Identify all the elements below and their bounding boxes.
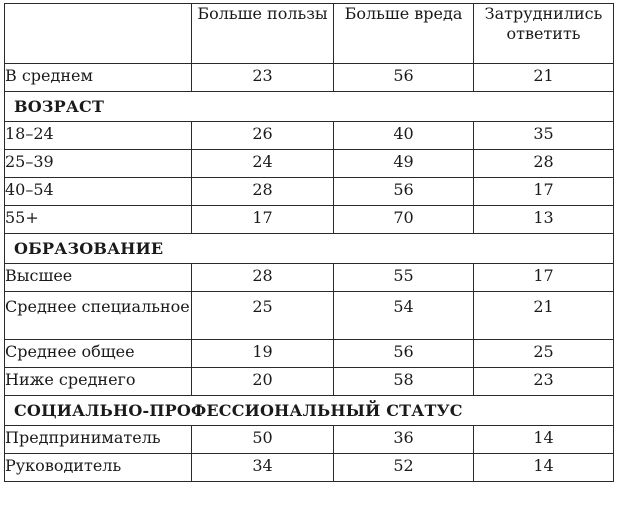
cell-more-harm: 55 [334,264,474,292]
cell-more-benefit: 20 [192,368,334,396]
row-label: Среднее общее [5,340,192,368]
table-row [5,426,614,454]
row-label: Среднее специальное [5,292,192,340]
cell-more-harm: 58 [334,368,474,396]
cell-more-benefit: 25 [192,292,334,340]
section-title: СОЦИАЛЬНО-ПРОФЕССИОНАЛЬНЫЙ СТАТУС [5,396,614,426]
header-cell-empty [5,4,192,64]
section-header-row [5,396,614,426]
cell-undecided: 21 [474,292,614,340]
cell-more-benefit: 23 [192,64,334,92]
cell-more-benefit: 28 [192,264,334,292]
row-label: 40–54 [5,178,192,206]
cell-undecided: 17 [474,264,614,292]
cell-undecided: 25 [474,340,614,368]
row-label: В среднем [5,64,192,92]
section-header-row [5,92,614,122]
cell-undecided: 21 [474,64,614,92]
cell-more-benefit: 24 [192,150,334,178]
header-more-harm: Больше вреда [334,4,474,64]
row-label: 25–39 [5,150,192,178]
survey-table [4,3,614,482]
table-row [5,150,614,178]
table-row [5,178,614,206]
cell-undecided: 35 [474,122,614,150]
table-row [5,368,614,396]
cell-more-benefit: 28 [192,178,334,206]
table-row [5,206,614,234]
header-more-benefit: Больше пользы [192,4,334,64]
section-title: ВОЗРАСТ [5,92,614,122]
table-row-average [5,64,614,92]
cell-more-harm: 56 [334,340,474,368]
cell-more-benefit: 17 [192,206,334,234]
header-row [5,4,614,64]
cell-more-benefit: 50 [192,426,334,454]
table-row [5,292,614,340]
cell-more-harm: 54 [334,292,474,340]
cell-more-harm: 56 [334,64,474,92]
row-label: Руководитель [5,454,192,482]
row-label: Высшее [5,264,192,292]
cell-more-harm: 36 [334,426,474,454]
cell-more-benefit: 26 [192,122,334,150]
cell-more-harm: 52 [334,454,474,482]
cell-more-harm: 70 [334,206,474,234]
row-label: 55+ [5,206,192,234]
cell-more-benefit: 19 [192,340,334,368]
row-label: 18–24 [5,122,192,150]
cell-more-harm: 40 [334,122,474,150]
cell-more-harm: 56 [334,178,474,206]
cell-undecided: 23 [474,368,614,396]
row-label: Предприниматель [5,426,192,454]
table-row [5,264,614,292]
table-row [5,454,614,482]
table-row [5,340,614,368]
cell-undecided: 17 [474,178,614,206]
cell-undecided: 28 [474,150,614,178]
table-row [5,122,614,150]
row-label: Ниже среднего [5,368,192,396]
cell-more-benefit: 34 [192,454,334,482]
cell-more-harm: 49 [334,150,474,178]
cell-undecided: 14 [474,454,614,482]
section-header-row [5,234,614,264]
header-undecided: Затруднились ответить [474,4,614,64]
cell-undecided: 13 [474,206,614,234]
section-title: ОБРАЗОВАНИЕ [5,234,614,264]
cell-undecided: 14 [474,426,614,454]
